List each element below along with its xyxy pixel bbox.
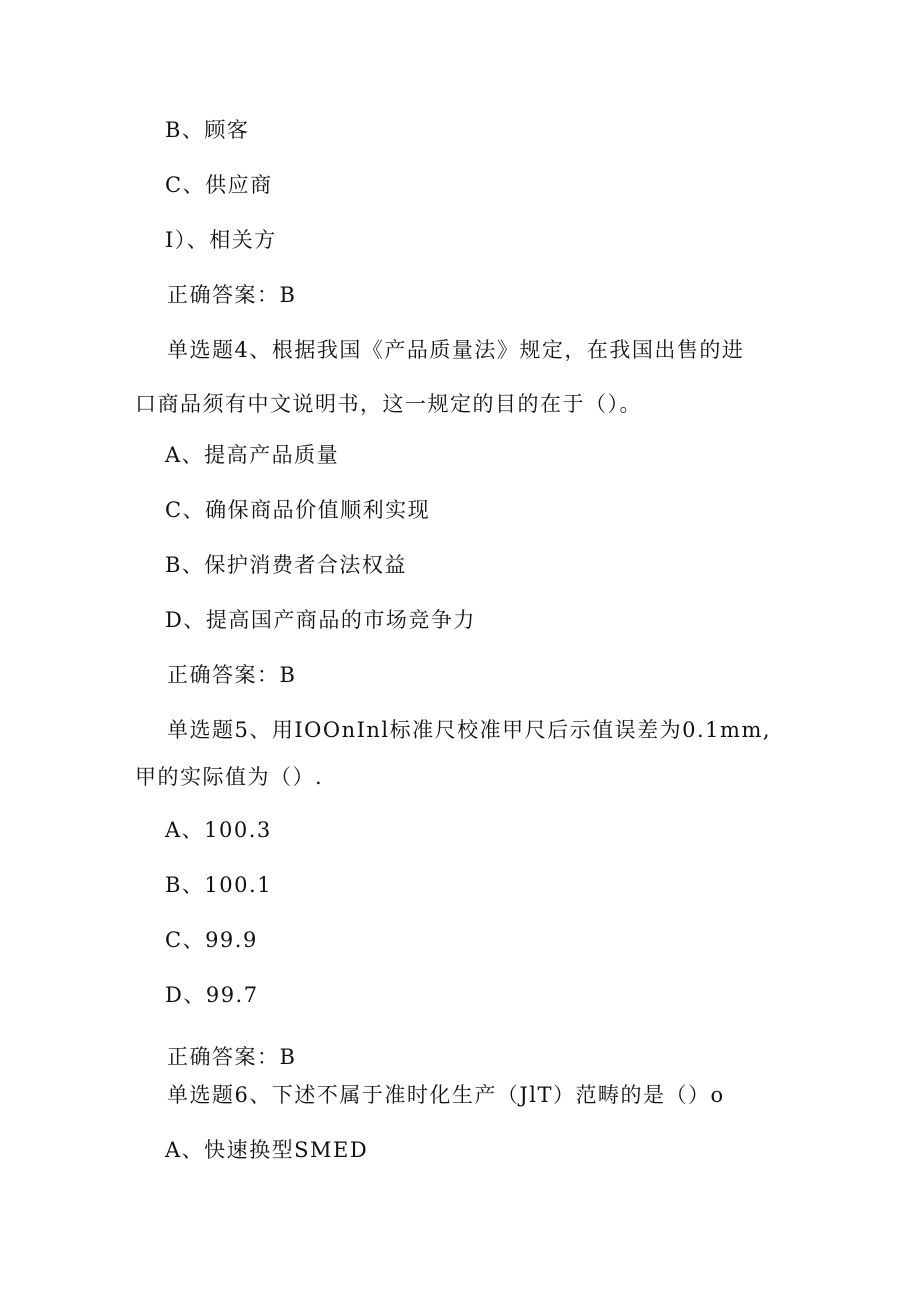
option-b-q4: B、保护消费者合法权益: [165, 553, 407, 577]
answer-q4: 正确答案：B: [167, 663, 297, 687]
question-4-line2: 口商品须有中文说明书，这一规定的目的在于（）。: [135, 392, 642, 416]
answer-q5: 正确答案：B: [167, 1045, 297, 1069]
option-b-q3: B、顾客: [165, 118, 250, 142]
option-c-q5: C、99.9: [165, 928, 258, 952]
option-a-q5: A、100.3: [165, 818, 272, 842]
option-c-q3: C、供应商: [165, 173, 273, 197]
option-d-q5: D、99.7: [165, 983, 259, 1007]
question-5-line2: 甲的实际值为（）.: [135, 765, 324, 789]
option-d-q4: D、提高国产商品的市场竞争力: [165, 608, 476, 632]
option-d-q3: I）、相关方: [165, 228, 277, 252]
option-c-q4: C、确保商品价值顺利实现: [165, 498, 431, 522]
option-a-q6: A、快速换型SMED: [165, 1138, 369, 1162]
option-b-q5: B、100.1: [165, 873, 273, 897]
question-5-line1: 单选题5、用IOOnInl标准尺校准甲尺后示值误差为0.1mm,: [167, 718, 772, 742]
answer-q3: 正确答案：B: [167, 283, 297, 307]
option-a-q4: A、提高产品质量: [165, 443, 340, 467]
question-6: 单选题6、下述不属于准时化生产（JlT）范畴的是（）o: [167, 1083, 725, 1107]
question-4-line1: 单选题4、根据我国《产品质量法》规定，在我国出售的进: [167, 338, 745, 362]
